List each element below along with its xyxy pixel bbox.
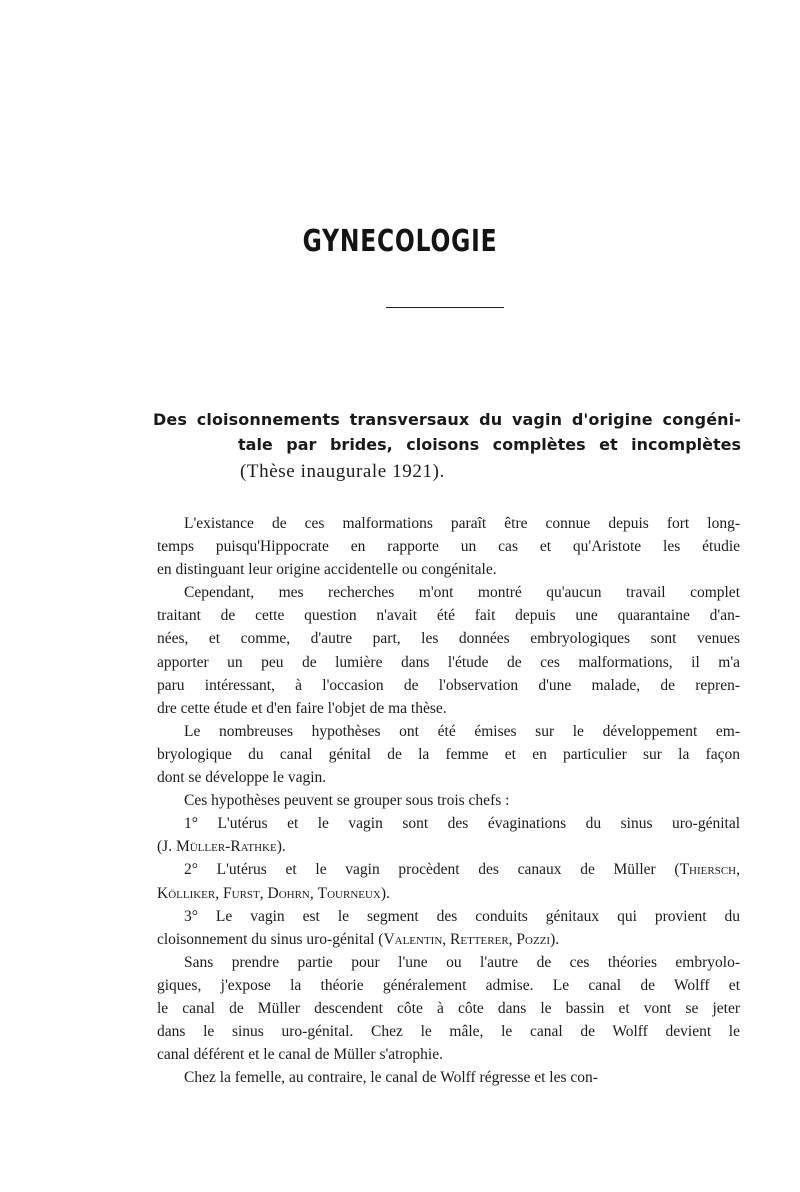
paragraph-line: dont se développe le vagin. [157,769,327,787]
paragraph-line: traitant de cette question n'avait été fait depuis une quarantaine d'an- [157,607,740,625]
paragraph-line: Sans prendre partie pour l'une ou l'autre de ces théories embryolo- [184,953,740,971]
paragraph-line: en distinguant leur origine accidentelle ou congénitale. [157,561,497,579]
paragraph [157,951,740,1066]
paragraph-line: 3° Le vagin est le segment des conduits génitaux qui provient du [184,907,740,925]
paragraph-line: Kölliker, Furst, Dohrn, Tourneux). [157,884,390,902]
paragraph [157,720,740,789]
paragraph [157,858,740,904]
section-heading [153,407,741,457]
paragraph-line: apporter un peu de lumière dans l'étude de ces malformations, il m'a [157,653,740,671]
paragraph-line: dans le sinus uro-génital. Chez le mâle, le canal de Wolff devient le [157,1023,740,1041]
paragraph-line: canal déférent et le canal de Müller s'atrophie. [157,1046,443,1064]
paragraph-line: nées, et comme, d'autre part, les données embryologiques sont venues [157,630,740,648]
paragraph-line: bryologique du canal génital de la femme et en particulier sur la façon [157,745,740,763]
paragraph [157,1066,740,1089]
paragraph-line: Cependant, mes recherches m'ont montré qu'aucun travail complet [184,584,740,602]
paragraph-line: 2° L'utérus et le vagin procèdent des canaux de Müller (Thiersch, [184,861,740,879]
section-heading-line-2: tale par brides, cloisons complètes et incomplètes [238,435,741,454]
paragraph [157,512,740,581]
page-title: GYNECOLOGIE [302,224,498,259]
thesis-note: (Thèse inaugurale 1921). [240,461,445,482]
paragraph-line: 1° L'utérus et le vagin sont des évaginations du sinus uro-génital [184,815,740,833]
paragraph-line: Chez la femelle, au contraire, le canal de Wolff régresse et les con- [184,1069,598,1087]
paragraph [157,905,740,951]
paragraph [157,789,740,812]
paragraph-line: cloisonnement du sinus uro-génital (Valentin, Retterer, Pozzi). [157,930,560,948]
paragraph-line: le canal de Müller descendent côte à côte dans le bassin et vont se jeter [157,999,740,1017]
body-text [157,512,740,1089]
paragraph-line: Ces hypothèses peuvent se grouper sous trois chefs : [184,792,510,810]
paragraph-line: temps puisqu'Hippocrate en rapporte un cas et qu'Aristote les étudie [157,538,740,556]
paragraph-line: giques, j'expose la théorie généralement admise. Le canal de Wolff et [157,976,740,994]
paragraph-line: dre cette étude et d'en faire l'objet de ma thèse. [157,699,447,717]
paragraph-line: L'existance de ces malformations paraît être connue depuis fort long- [184,515,740,532]
title-divider [386,307,504,308]
paragraph [157,812,740,858]
paragraph [157,581,740,720]
paragraph-line: paru intéressant, à l'occasion de l'observation d'une malade, de repren- [157,676,740,694]
paragraph-line: (J. Müller-Rathke). [157,838,286,856]
section-heading-line-1: Des cloisonnements transversaux du vagin d'origine congéni- [153,410,741,429]
paragraph-line: Le nombreuses hypothèses ont été émises sur le développement em- [184,722,740,740]
